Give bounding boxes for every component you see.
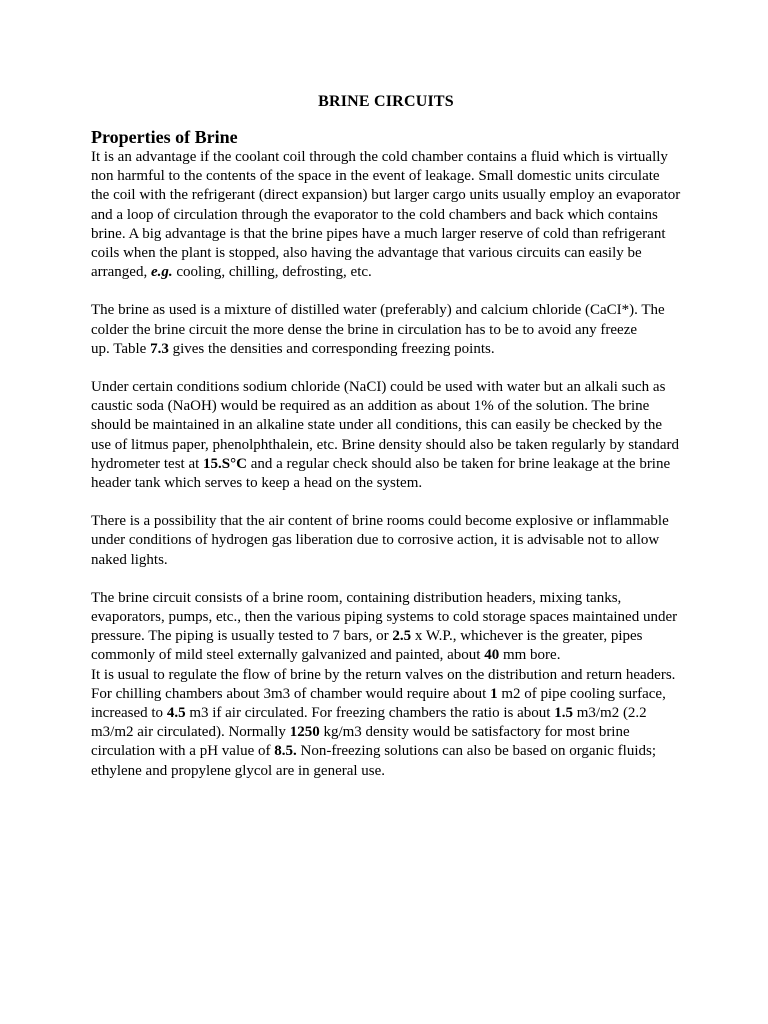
value-ph: 8.5.: [274, 743, 297, 760]
paragraph-chamber-ratios-text: For chilling chambers about 3m3 of chamber would require about: [91, 685, 491, 702]
paragraph-gap: [91, 493, 681, 512]
paragraph-sodium-chloride-end: and a regular check should also be taken for brine leakage at the brine header tank which serves to keep a head on the system.: [91, 455, 671, 492]
paragraph-brine-mixture-line2: up. Table: [91, 340, 151, 357]
paragraph-sodium-chloride: [91, 378, 681, 493]
eg-abbreviation: e.g.: [150, 264, 173, 281]
paragraph-chamber-ratios-b: m2 of pipe cooling surface, increased to: [91, 685, 666, 722]
value-freezing-ratio: 1.5: [554, 705, 573, 722]
value-density: 1250: [289, 724, 320, 741]
paragraph-gap: [91, 282, 681, 301]
paragraph-brine-circuit: [91, 589, 681, 666]
paragraph-intro-end: cooling, chilling, defrosting, etc.: [172, 264, 372, 281]
paragraph-brine-mixture-text: The brine as used is a mixture of distilled water (preferably) and calcium chloride (CaCI*). The colder the brine circuit the more dense the brine in circulation has to be to avoid any freeze: [91, 302, 665, 338]
paragraph-brine-circuit-mid: x W.P., whichever is the greater, pipes commonly of mild steel externally galvanized and painted, about: [91, 628, 643, 664]
table-reference: 7.3: [150, 340, 169, 357]
paragraph-brine-mixture: [91, 301, 681, 359]
paragraph-gap: [91, 359, 681, 378]
paragraph-chamber-ratios-end: Non-freezing solutions can also be based on organic fluids; ethylene and propylene glycol are in general use.: [91, 743, 656, 779]
value-pipe-area: 1: [490, 685, 498, 702]
paragraph-intro: [91, 148, 681, 282]
paragraph-brine-mixture-end: gives the densities and corresponding freezing points.: [168, 340, 495, 357]
paragraph-chamber-ratios-e: kg/m3 density would be satisfactory for most brine circulation with a pH value of: [91, 724, 630, 760]
paragraph-flow-regulation: It is usual to regulate the flow of brine by the return valves on the distribution and return headers.: [91, 666, 676, 683]
document-page: [91, 92, 681, 781]
paragraph-chamber-ratios-d: m3/m2 (2.2 m3/m2 air circulated). Normally: [91, 705, 647, 741]
test-pressure-factor: 2.5: [392, 628, 412, 645]
paragraph-brine-circuit-text: The brine circuit consists of a brine room, containing distribution headers, mixing tanks, evaporators, pumps, etc., then the various piping systems to cold storage spaces maintained under pressure. The piping is usually tested to 7 bars, or: [91, 589, 678, 645]
paragraph-brine-circuit-end: mm bore.: [499, 647, 561, 664]
document-title: BRINE CIRCUITS: [318, 93, 454, 110]
paragraph-gap: [91, 570, 681, 589]
paragraph-chamber-ratios-c: m3 if air circulated. For freezing chambers the ratio is about: [185, 705, 555, 722]
paragraph-chamber-ratios: [91, 685, 681, 781]
test-temperature: 15.S°C: [203, 455, 247, 472]
paragraph-intro-text: It is an advantage if the coolant coil through the cold chamber contains a fluid which is virtually non harmful to the contents of the space in the event of leakage. Small domestic units circulate the coil with the refrigerant (direct expansion) but larger cargo units usually employ an evaporator and a loop of circulation through the evaporator to the cold chambers and back which contains brine. A big advantage is that the brine pipes have a much larger reserve of cold than refrigerant coils when the plant is stopped, also having the advantage that various circuits can easily be arranged,: [91, 149, 681, 281]
paragraph-explosive-risk: There is a possibility that the air content of brine rooms could become explosive or inflammable under conditions of hydrogen gas liberation due to corrosive action, it is advisable not to allow naked lights.: [91, 513, 669, 568]
pipe-bore-size: 40: [484, 647, 500, 664]
paragraph-sodium-chloride-text: Under certain conditions sodium chloride (NaCI) could be used with water but an alkali such as caustic soda (NaOH) would be required as an addition as about 1% of the solution. The brine should be maintained in an alkaline state under all conditions, this can easily be checked by the use of litmus paper, phenolphthalein, etc. Brine density should also be taken regularly by standard hydrometer test at: [91, 379, 680, 472]
section-heading: Properties of Brine: [91, 127, 238, 147]
value-air-circulated: 4.5: [166, 705, 186, 722]
